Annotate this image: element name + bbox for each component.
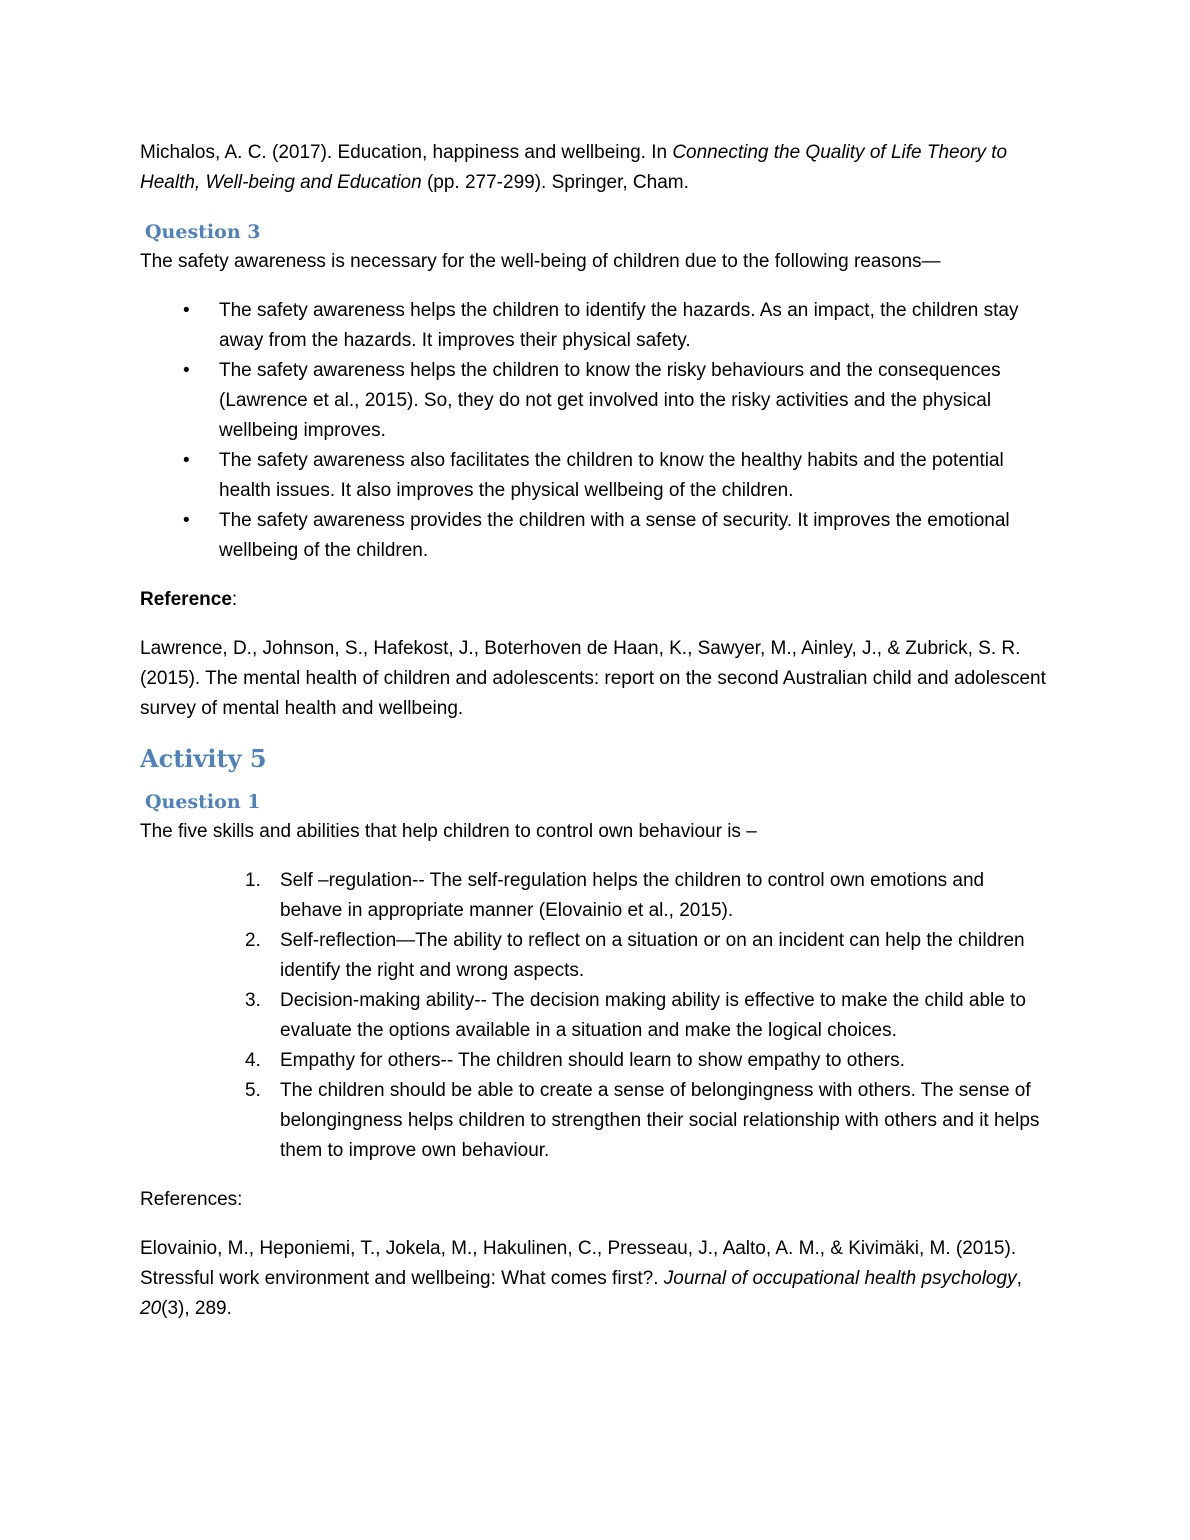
list-item: [140, 1046, 1050, 1076]
list-item: [140, 446, 1050, 506]
activity-5-heading: Activity 5: [140, 744, 267, 773]
reference-label-line: [140, 585, 1050, 615]
list-item-text: Empathy for others-- The children should learn to show empathy to others.: [280, 1050, 905, 1071]
bullet-icon: •: [183, 300, 190, 321]
list-item-text: The safety awareness also facilitates the children to know the healthy habits and the potential health issues. It also improves the physical wellbeing of the children.: [219, 450, 1004, 501]
document-page: [140, 138, 1050, 1324]
list-number: 1.: [245, 870, 261, 891]
list-item-text: The safety awareness helps the children to identify the hazards. As an impact, the children stay away from the hazards. It improves their physical safety.: [219, 300, 1019, 351]
list-item: [140, 356, 1050, 446]
reference-journal: Journal of occupational health psychology: [663, 1268, 1017, 1289]
question-3-bullet-list: [140, 296, 1050, 566]
question-3-heading: Question 3: [145, 221, 261, 243]
list-item-text: Decision-making ability-- The decision making ability is effective to make the child able to evaluate the options available in a situation and make the logical choices.: [280, 990, 1026, 1041]
reference-lawrence: Lawrence, D., Johnson, S., Hafekost, J., Boterhoven de Haan, K., Sawyer, M., Ainley, J., & Zubrick, S. R. (2015). The mental health of children and adolescents: report on the second Australian child and adolescent survey of mental health and wellbeing.: [140, 638, 1046, 719]
bullet-icon: •: [183, 360, 190, 381]
bullet-icon: •: [183, 450, 190, 471]
list-item: [140, 1076, 1050, 1166]
reference-elovainio: [140, 1234, 1050, 1324]
reference-book-title: Connecting the Quality of Life Theory to Health, Well-being and Education: [140, 142, 1008, 193]
reference-separator: ,: [1016, 1268, 1022, 1289]
list-number: 5.: [245, 1080, 261, 1101]
reference-michalos: [140, 138, 1050, 198]
list-item-text: Self-reflection—The ability to reflect on a situation or on an incident can help the children identify the right and wrong aspects.: [280, 930, 1025, 981]
reference-text-end: (pp. 277-299). Springer, Cham.: [421, 172, 689, 193]
list-item-text: The children should be able to create a sense of belongingness with others. The sense of belongingness helps children to strengthen their social relationship with others and it helps them to improve own behaviour.: [280, 1080, 1040, 1161]
question-1-intro: The five skills and abilities that help children to control own behaviour is –: [140, 821, 757, 842]
list-item-text: The safety awareness helps the children to know the risky behaviours and the consequences (Lawrence et al., 2015). So, they do not get involved into the risky activities and the physical wellbeing improves.: [219, 360, 1001, 441]
list-item: [140, 986, 1050, 1046]
list-item: [140, 926, 1050, 986]
list-item: [140, 506, 1050, 566]
bullet-icon: •: [183, 510, 190, 531]
references-label: References:: [140, 1189, 243, 1210]
question-1-heading: Question 1: [145, 791, 261, 813]
list-item-text: The safety awareness provides the children with a sense of security. It improves the emotional wellbeing of the children.: [219, 510, 1010, 561]
list-item: [140, 296, 1050, 356]
reference-text: Michalos, A. C. (2017). Education, happiness and wellbeing. In: [140, 142, 673, 163]
list-number: 4.: [245, 1050, 261, 1071]
reference-label: Reference: [140, 589, 232, 610]
question-1-numbered-list: [140, 866, 1050, 1166]
list-item: [140, 866, 1050, 926]
list-item-text: Self –regulation-- The self-regulation helps the children to control own emotions and behave in appropriate manner (Elovainio et al., 2015).: [280, 870, 985, 921]
reference-colon: :: [231, 589, 238, 610]
question-3-intro: The safety awareness is necessary for the well-being of children due to the following reasons—: [140, 251, 941, 272]
list-number: 3.: [245, 990, 261, 1011]
list-number: 2.: [245, 930, 261, 951]
reference-text: Elovainio, M., Heponiemi, T., Jokela, M., Hakulinen, C., Presseau, J., Aalto, A. M., & Kivimäki, M. (2015). Stressful work environment and wellbeing: What comes first?.: [140, 1238, 1017, 1289]
reference-volume: 20: [140, 1298, 162, 1319]
reference-text-end: (3), 289.: [161, 1298, 232, 1319]
